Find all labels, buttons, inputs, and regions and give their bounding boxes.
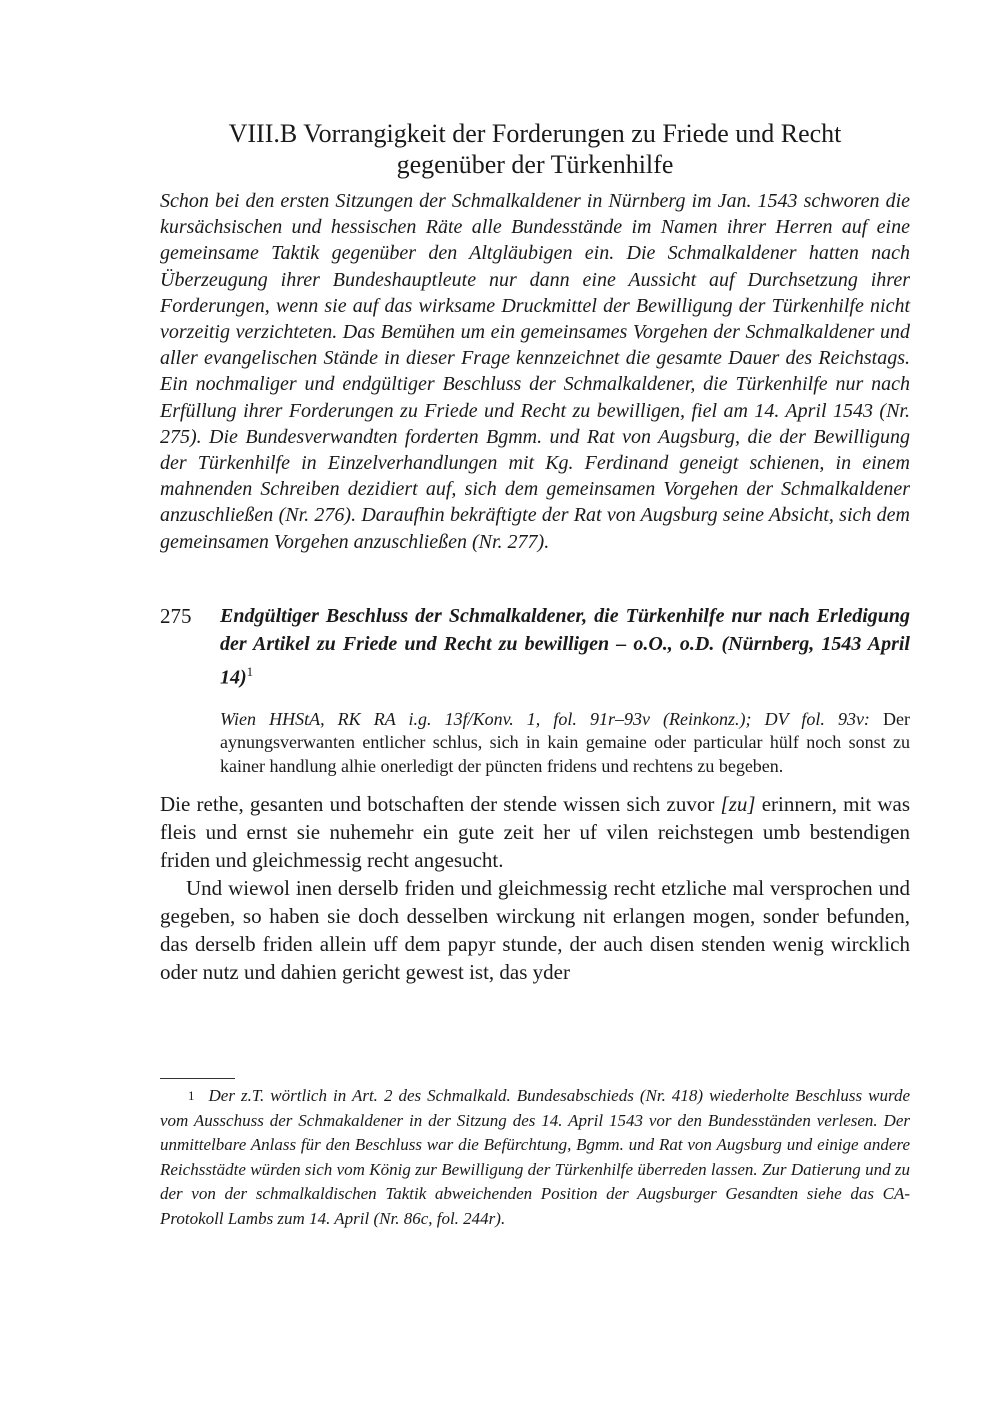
document-title: Endgültiger Beschluss der Schmalkaldener, die Türkenhilfe nur nach Erledigung der Artikel zu Friede und Recht zu bewilligen – o.O., o.D. (Nürnberg, 1543 April 14) <box>220 604 910 689</box>
page-content <box>160 118 910 986</box>
body-text-segment: Die rethe, gesanten und botschaften der stende wissen sich zuvor <box>160 792 721 816</box>
dorsal-note: Der aynungsverwanten entlicher schlus, sich in kain gemaine oder particular hülf noch sonst zu kainer handlung alhie onerledigt der püncten fridens und rechtens zu begeben. <box>220 708 910 776</box>
footnote-divider <box>160 1078 235 1079</box>
source-note <box>220 708 910 779</box>
body-paragraph-2: Und wiewol inen derselb friden und gleichmessig recht etzliche mal versprochen und gegeben, so haben sie doch desselben wirckung nit erlangen mogen, sonder befunden, das derselb friden allein uff dem papyr stunde, der auch disen stenden wenig wircklich oder nutz und dahien gericht gewest ist, das yder <box>160 876 910 984</box>
source-reference: Wien HHStA, RK RA i.g. 13f/Konv. 1, fol. 91r–93v (Reinkonz.); DV fol. 93v: <box>220 708 870 729</box>
footnote-mark: 1 <box>188 1088 195 1103</box>
section-intro: Schon bei den ersten Sitzungen der Schmalkaldener in Nürnberg im Jan. 1543 schworen die kursächsischen und hessischen Räte alle Bundesstände im Namen ihrer Herren auf eine gemeinsame Taktik gegenüber den Altgläubigen ein. Die Schmalkaldener hatten nach Überzeugung ihrer Bundeshauptleute nur dann eine Aussicht auf Durchsetzung ihrer Forderungen, wenn sie auf das wirksame Druckmittel der Bewilligung der Türkenhilfe nicht vorzeitig verzichteten. Das Bemühen um ein gemeinsames Vorgehen der Schmalkaldener und aller evangelischen Stände in dieser Frage kennzeichnet die gesamte Dauer des Reichstags. Ein nochmaliger und endgültiger Beschluss der Schmalkaldener, die Türkenhilfe nur nach Erfüllung ihrer Forderungen zu Friede und Recht zu bewilligen, fiel am 14. April 1543 (Nr. 275). Die Bundesverwandten forderten Bgmm. und Rat von Augsburg, die der Bewilligung der Türkenhilfe in Einzelverhandlungen mit Kg. Ferdinand geneigt schienen, in einem mahnenden Schreiben dezidiert auf, sich dem gemeinsamen Vorgehen der Schmalkaldener anzuschließen (Nr. 276). Daraufhin bekräftigte der Rat von Augsburg seine Absicht, sich dem gemeinsamen Vorgehen anzuschließen (Nr. 277). <box>160 190 910 553</box>
document-body <box>160 790 910 986</box>
document-number: 275 <box>160 603 192 628</box>
document-heading <box>160 602 910 692</box>
body-paragraph-1 <box>160 790 910 874</box>
section-title-line1: VIII.B Vorrangigkeit der Forderungen zu Friede und Recht <box>228 119 842 148</box>
footnote-reference[interactable]: 1 <box>246 663 254 679</box>
body-text-segment: erinnern, mit was fleis und ernst sie nuhemehr ein gute zeit her uf vilen reichstegen umb bestendigen friden und gleichmessig recht angesucht. <box>160 792 911 872</box>
footnote <box>160 1084 910 1232</box>
section-title-line2: gegenüber der Türkenhilfe <box>396 150 674 179</box>
document-title-block <box>220 602 910 692</box>
footnote-text: Der z.T. wörtlich in Art. 2 des Schmalkald. Bundesabschieds (Nr. 418) wiederholte Beschluss wurde vom Ausschuss der Schmakaldener in der Sitzung des 14. April 1543 vor den Bundesständen verlesen. Der unmittelbare Anlass für den Beschluss war die Befürchtung, Bgmm. und Rat von Augsburg und einige andere Reichsstädte würden sich vom König zur Bewilligung der Türkenhilfe überreden lassen. Zur Datierung und zu der von der schmalkaldischen Taktik abweichenden Position der Augsburger Gesandten siehe das CA-Protokoll Lambs zum 14. April (Nr. 86c, fol. 244r). <box>160 1086 910 1228</box>
section-title <box>160 118 910 180</box>
editorial-insertion: [zu] <box>720 792 756 816</box>
